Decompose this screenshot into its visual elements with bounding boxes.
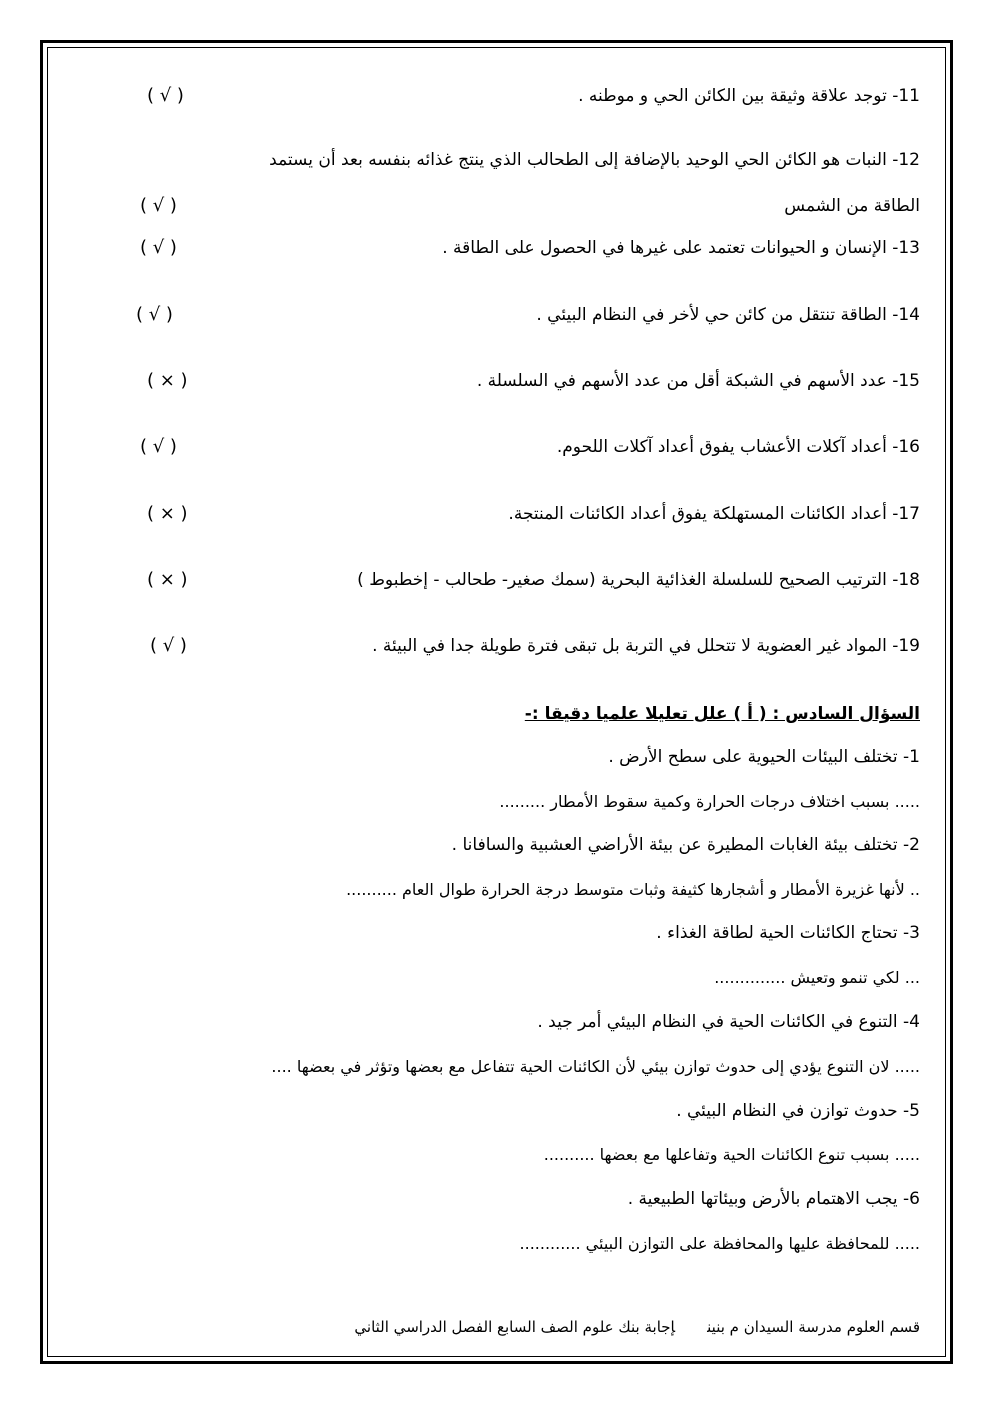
reason-question-3: 3- تحتاج الكائنات الحية لطاقة الغذاء . <box>656 923 920 943</box>
tf-mark-18: ( × ) <box>147 569 188 590</box>
reason-question-5: 5- حدوث توازن في النظام البيئي . <box>676 1101 920 1121</box>
reason-answer-3: ... لكي تنمو وتعيش .............. <box>714 968 920 987</box>
tf-item-14: 14- الطاقة تنتقل من كائن حي لأخر في النظام البيئي . <box>536 305 920 325</box>
reason-answer-1: ..... بسبب اختلاف درجات الحرارة وكمية سقوط الأمطار ......... <box>499 792 920 811</box>
tf-mark-12: ( √ ) <box>140 195 177 216</box>
tf-item-12-cont: الطاقة من الشمس <box>784 196 920 216</box>
tf-mark-14: ( √ ) <box>136 304 173 325</box>
tf-mark-15: ( × ) <box>147 370 188 391</box>
tf-item-12: 12- النبات هو الكائن الحي الوحيد بالإضافة إلى الطحالب الذي ينتج غذائه بنفسه بعد أن يستمد <box>269 150 920 170</box>
tf-item-17: 17- أعداد الكائنات المستهلكة يفوق أعداد الكائنات المنتجة. <box>508 504 920 524</box>
page-footer <box>354 1315 920 1339</box>
section6-heading: السؤال السادس : ( أ ) علل تعليلا علميا دقيقا :- <box>524 704 920 724</box>
reason-question-6: 6- يجب الاهتمام بالأرض وبيئاتها الطبيعية . <box>627 1189 920 1209</box>
reason-question-4: 4- التنوع في الكائنات الحية في النظام البيئي أمر جيد . <box>537 1012 920 1032</box>
footer-department: قسم العلوم مدرسة السيدان م بنين <box>707 1318 920 1336</box>
tf-item-19: 19- المواد غير العضوية لا تتحلل في التربة بل تبقى فترة طويلة جدا في البيئة . <box>372 636 920 656</box>
tf-mark-19: ( √ ) <box>150 635 187 656</box>
tf-item-15: 15- عدد الأسهم في الشبكة أقل من عدد الأسهم في السلسلة . <box>476 371 920 391</box>
tf-mark-11: ( √ ) <box>147 85 184 106</box>
tf-item-16: 16- أعداد آكلات الأعشاب يفوق أعداد آكلات اللحوم. <box>556 437 920 457</box>
footer-title: إجابة بنك علوم الصف السابع الفصل الدراسي الثاني <box>354 1318 676 1336</box>
tf-item-13: 13- الإنسان و الحيوانات تعتمد على غيرها في الحصول على الطاقة . <box>442 238 920 258</box>
reason-answer-4: ..... لان التنوع يؤدي إلى حدوث توازن بيئي لأن الكائنات الحية تتفاعل مع بعضها وتؤثر في بعضها .... <box>271 1057 920 1076</box>
reason-question-2: 2- تختلف بيئة الغابات المطيرة عن بيئة الأراضي العشبية والسافانا . <box>451 835 920 855</box>
reason-answer-6: ..... للمحافظة عليها والمحافظة على التوازن البيئي ............ <box>519 1234 920 1253</box>
reason-answer-2: .. لأنها غزيرة الأمطار و أشجارها كثيفة وثبات متوسط درجة الحرارة طوال العام .......... <box>346 880 920 899</box>
reason-answer-5: ..... بسبب تنوع الكائنات الحية وتفاعلها مع بعضها .......... <box>543 1145 920 1164</box>
tf-item-18: 18- الترتيب الصحيح للسلسلة الغذائية البحرية (سمك صغير- طحالب - إخطبوط ) <box>357 570 920 590</box>
tf-mark-13: ( √ ) <box>140 237 177 258</box>
tf-item-11: 11- توجد علاقة وثيقة بين الكائن الحي و موطنه . <box>578 86 920 106</box>
tf-mark-17: ( × ) <box>147 503 188 524</box>
reason-question-1: 1- تختلف البيئات الحيوية على سطح الأرض . <box>608 747 920 767</box>
tf-mark-16: ( √ ) <box>140 436 177 457</box>
